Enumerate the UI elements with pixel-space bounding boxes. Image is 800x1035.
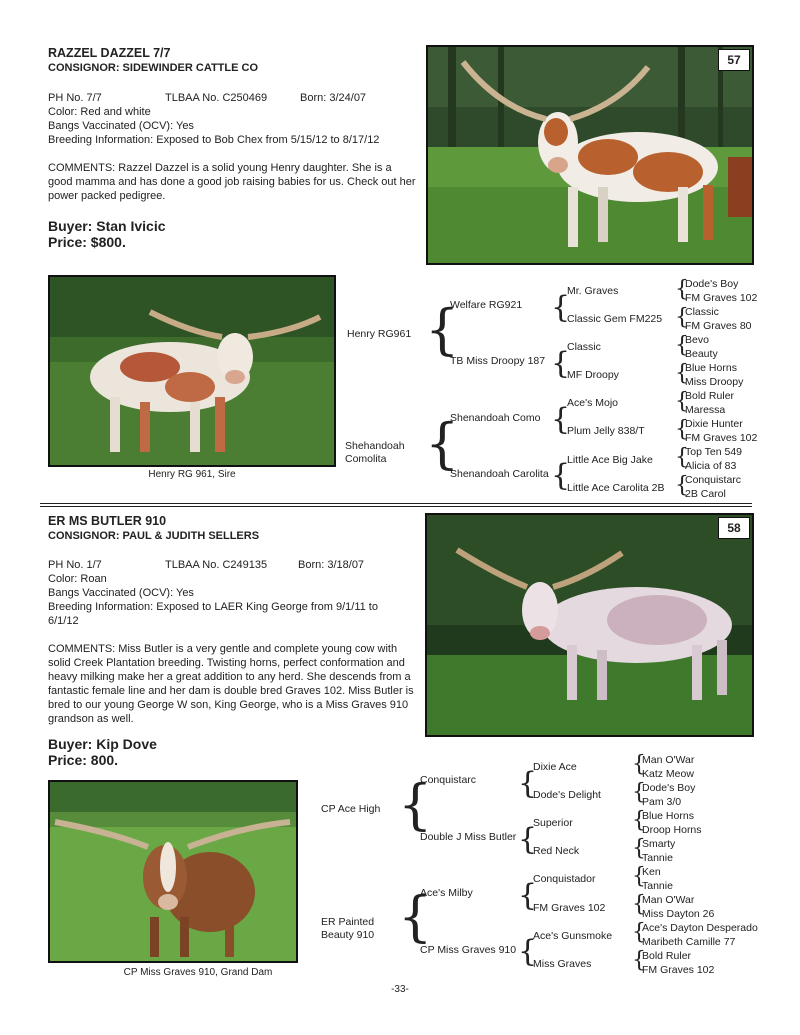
lot57-ped-gen2: Welfare RG921 [450,299,523,311]
lot58-ped-gen4: Man O'War [642,754,695,766]
lot57-comments: COMMENTS: Razzel Dazzel is a solid young Henry daughter. She is a good mamma and has done a good job raising babies for us. Check out her power packed pedigree. [48,162,416,202]
lot57-ped-gen3: MF Droopy [567,369,619,381]
brace: { [675,361,689,386]
lot57-ped-dam: Shehandoah Comolita [345,440,405,465]
lot57-ped-gen2: TB Miss Droopy 187 [450,355,546,367]
brace: { [675,277,689,302]
longhorn-cow-photo [50,782,296,961]
lot57-tlbaa: TLBAA No. C250469 [165,92,268,104]
lot57-ped-gen4: Alicia of 83 [685,460,737,472]
lot58-ped-gen2: CP Miss Graves 910 [420,944,517,956]
lot58-title: ER MS BUTLER 910 [48,514,167,528]
lot57-sire-photo [48,275,336,467]
lot57-number-badge: 57 [718,49,750,71]
brace: { [551,346,571,381]
lot57-buyer: Buyer: Stan Ivicic [48,218,166,234]
brace: { [632,864,646,889]
lot57-ped-gen4: Miss Droopy [685,376,744,388]
lot57-ped-gen4: 2B Carol [685,488,726,500]
lot57-ped-gen3: Plum Jelly 838/T [567,425,645,437]
brace: { [425,298,460,361]
lot57-ped-gen4: Top Ten 549 [685,446,743,458]
brace: { [675,417,689,442]
lot58-ped-gen3: Ace's Gunsmoke [533,930,613,942]
lot58-ped-gen4: Miss Dayton 26 [642,908,715,920]
brace: { [632,808,646,833]
lot58-ped-gen4: Ace's Dayton Desperado [642,922,758,934]
lot57-ped-gen3: Little Ace Carolita 2B [567,482,665,494]
lot57-bangs: Bangs Vaccinated (OCV): Yes [48,120,194,132]
brace: { [425,412,460,475]
lot57-ped-gen3: Classic [567,341,601,353]
lot57-ped-gen4: Conquistarc [685,474,742,486]
longhorn-bull-photo [50,277,334,465]
lot58-ped-gen4: Tannie [642,852,673,864]
lot58-ped-gen4: Bold Ruler [642,950,692,962]
lot58-ped-gen4: Droop Horns [642,824,702,836]
brace: { [632,948,646,973]
lot57-born: Born: 3/24/07 [300,92,367,104]
brace: { [551,458,571,493]
lot58-ped-gen2: Conquistarc [420,774,477,786]
lot57-ped-gen3: Mr. Graves [567,285,619,297]
lot57-title: RAZZEL DAZZEL 7/7 [48,46,171,60]
lot58-ph: PH No. 1/7 [48,559,102,571]
lot58-ped-gen4: Man O'War [642,894,695,906]
lot57-ped-gen4: Classic [685,306,719,318]
lot58-number-badge: 58 [718,517,750,539]
lot58-ped-gen2: Double J Miss Butler [420,831,517,843]
section-divider [40,506,752,507]
lot58-granddam-photo [48,780,298,963]
lot57-ped-gen4: Blue Horns [685,362,737,374]
lot57-ped-gen4: Maressa [685,404,726,416]
lot57-photo-caption: Henry RG 961, Sire [148,469,236,480]
longhorn-cow-photo [428,47,752,263]
lot58-ped-gen4: Blue Horns [642,810,694,822]
brace: { [632,920,646,945]
brace: { [675,389,689,414]
longhorn-cow-photo [427,515,752,735]
lot57-ped-gen2: Shenandoah Carolita [450,468,549,480]
lot58-ped-gen4: Smarty [642,838,676,850]
lot58-consignor: CONSIGNOR: PAUL & JUDITH SELLERS [48,530,260,542]
lot58-ped-gen4: Ken [642,866,661,878]
lot58-ped-gen4: Dode's Boy [642,782,696,794]
brace: { [551,290,571,325]
lot58-ped-gen3: Superior [533,817,573,829]
lot57-ped-gen4: Dode's Boy [685,278,739,290]
brace: { [518,878,538,913]
lot58-bangs: Bangs Vaccinated (OCV): Yes [48,587,194,599]
lot58-ped-gen3: Dixie Ace [533,761,577,773]
lot58-breeding: Breeding Information: Exposed to LAER King George from 9/1/11 to 6/1/12 [48,601,378,627]
brace: { [675,445,689,470]
lot58-ped-gen4: Katz Meow [642,768,694,780]
lot58-buyer: Buyer: Kip Dove [48,736,157,752]
lot57-ph: PH No. 7/7 [48,92,102,104]
page-number: -33- [391,984,409,995]
lot57-ped-gen3: Little Ace Big Jake [567,454,653,466]
brace: { [675,333,689,358]
lot57-price: Price: $800. [48,234,126,250]
lot57-ped-gen4: Dixie Hunter [685,418,743,430]
brace: { [518,934,538,969]
lot58-price: Price: 800. [48,752,119,768]
brace: { [632,780,646,805]
lot58-ped-gen4: FM Graves 102 [642,964,715,976]
lot58-main-photo [425,513,754,737]
lot57-ped-gen3: Ace's Mojo [567,397,619,409]
lot58-comments: COMMENTS: Miss Butler is a very gentle and complete young cow with solid Creek Plantation breeding. Twisting horns, perfect conformation and heavy milking make her a great addition to any herd. She descends from a fantastic female line and her dam is double bred Graves 102. Miss Butler is bred to our young George W son, King George, who is a Miss Graves 910 grandson as well. [48,643,414,725]
lot58-ped-gen4: Maribeth Camille 77 [642,936,736,948]
lot57-ped-gen3: Classic Gem FM225 [567,313,663,325]
brace: { [675,473,689,498]
brace: { [398,885,433,948]
brace: { [632,752,646,777]
section-divider [40,503,752,504]
lot57-ped-gen4: Bold Ruler [685,390,735,402]
brace: { [398,773,433,836]
lot57-ped-gen4: Beauty [685,348,718,360]
lot58-ped-gen3: Miss Graves [533,958,592,970]
lot58-ped-gen4: Tannie [642,880,673,892]
lot58-color: Color: Roan [48,573,107,585]
lot58-born: Born: 3/18/07 [298,559,365,571]
brace: { [518,822,538,857]
lot58-ped-gen3: Conquistador [533,873,596,885]
lot57-consignor: CONSIGNOR: SIDEWINDER CATTLE CO [48,62,259,74]
lot57-ped-sire: Henry RG961 [347,328,412,340]
lot58-ped-gen2: Ace's Milby [420,887,473,899]
lot58-ped-gen3: Dode's Delight [533,789,601,801]
lot58-ped-dam: ER Painted Beauty 910 [321,916,375,941]
brace: { [675,305,689,330]
lot57-ped-gen2: Shenandoah Como [450,412,541,424]
lot57-color: Color: Red and white [48,106,151,118]
lot58-photo-caption: CP Miss Graves 910, Grand Dam [123,967,273,978]
brace: { [551,402,571,437]
brace: { [632,892,646,917]
lot58-ped-gen4: Pam 3/0 [642,796,682,808]
lot57-main-photo [426,45,754,265]
lot57-ped-gen4: FM Graves 80 [685,320,752,332]
brace: { [632,836,646,861]
lot57-ped-gen4: FM Graves 102 [685,292,758,304]
lot58-tlbaa: TLBAA No. C249135 [165,559,268,571]
lot57-breeding: Breeding Information: Exposed to Bob Chex from 5/15/12 to 8/17/12 [48,134,380,146]
lot58-ped-gen3: Red Neck [533,845,580,857]
lot57-ped-gen4: FM Graves 102 [685,432,758,444]
lot58-ped-sire: CP Ace High [321,803,381,815]
brace: { [518,766,538,801]
lot57-ped-gen4: Bevo [685,334,709,346]
lot58-ped-gen3: FM Graves 102 [533,902,606,914]
